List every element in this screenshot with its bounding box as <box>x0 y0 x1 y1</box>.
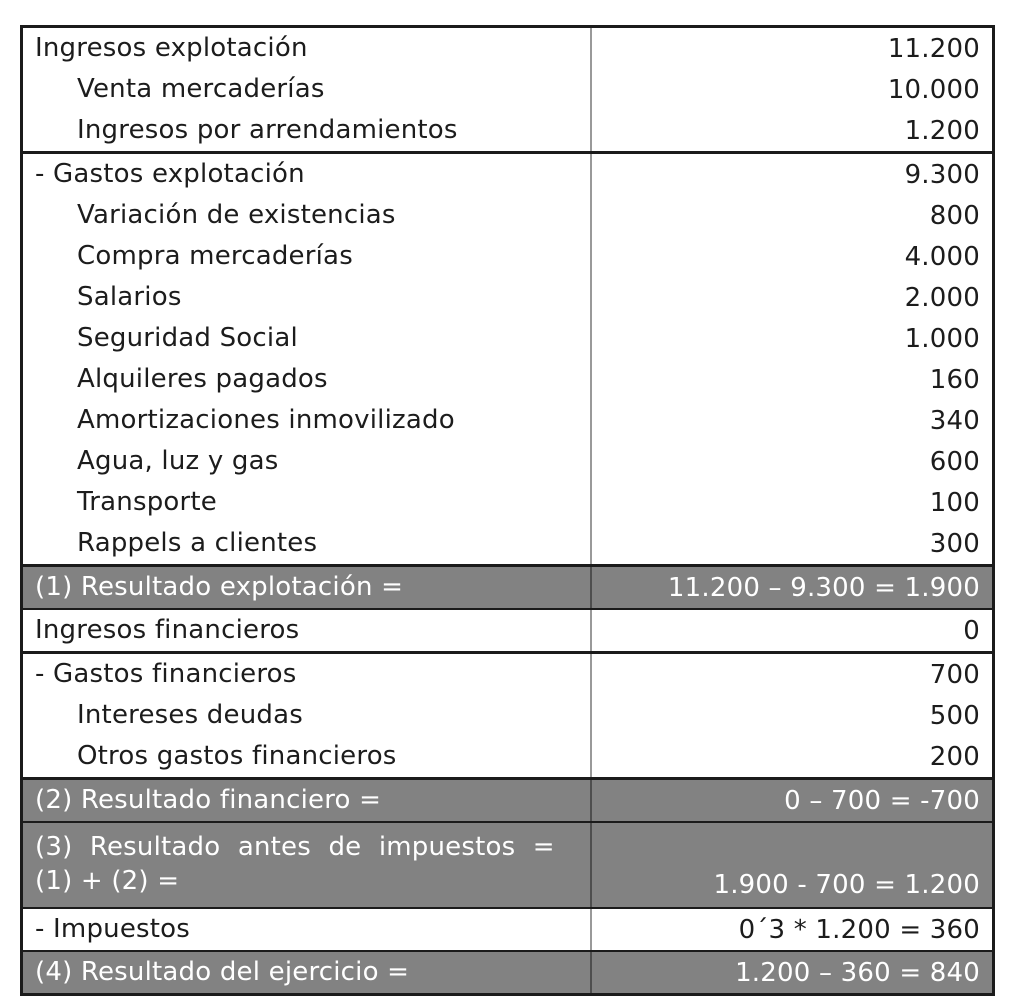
row-value: 600 <box>590 441 992 482</box>
row-label: Rappels a clientes <box>77 527 318 558</box>
row-value: 9.300 <box>590 154 992 195</box>
table-row <box>23 318 992 359</box>
row-label-cell <box>23 610 590 651</box>
row-label-cell <box>23 154 590 195</box>
row-label: Amortizaciones inmovilizado <box>77 404 455 435</box>
row-label-cell <box>23 523 590 564</box>
row-label-cell <box>23 909 590 950</box>
table-row <box>23 441 992 482</box>
row-label: Ingresos por arrendamientos <box>77 114 458 145</box>
row-label-cell <box>23 69 590 110</box>
row-label-cell <box>23 780 590 821</box>
row-label-cell <box>23 359 590 400</box>
table-row <box>23 736 992 777</box>
row-label-cell <box>23 482 590 523</box>
row-label-cell <box>23 236 590 277</box>
row-label: Transporte <box>77 486 217 517</box>
row-label: - Impuestos <box>35 913 191 944</box>
income-statement-table <box>20 25 995 996</box>
row-value: 1.000 <box>590 318 992 359</box>
result-row <box>23 564 992 608</box>
row-label: (1) Resultado explotación = <box>35 571 404 602</box>
row-label-cell <box>23 195 590 236</box>
row-label: (4) Resultado del ejercicio = <box>35 956 410 987</box>
row-label: Otros gastos financieros <box>77 740 397 771</box>
table-row <box>23 482 992 523</box>
row-label: Compra mercaderías <box>77 240 353 271</box>
table-row <box>23 195 992 236</box>
row-label: Alquileres pagados <box>77 363 328 394</box>
table-row <box>23 695 992 736</box>
row-label-cell <box>23 441 590 482</box>
row-label-cell <box>23 695 590 736</box>
row-value: 340 <box>590 400 992 441</box>
row-label-cell <box>23 110 590 151</box>
row-value: 4.000 <box>590 236 992 277</box>
row-label: Ingresos financieros <box>35 614 300 645</box>
row-value: 11.200 – 9.300 = 1.900 <box>590 567 992 608</box>
row-label: Ingresos explotación <box>35 32 308 63</box>
row-value: 1.200 <box>590 110 992 151</box>
row-value: 1.900 - 700 = 1.200 <box>590 823 992 907</box>
row-label: (2) Resultado financiero = <box>35 784 382 815</box>
row-value: 2.000 <box>590 277 992 318</box>
row-value: 100 <box>590 482 992 523</box>
result-row <box>23 777 992 821</box>
table-row <box>23 400 992 441</box>
row-label-cell <box>23 277 590 318</box>
row-label: Agua, luz y gas <box>77 445 279 476</box>
row-value: 0 <box>590 610 992 651</box>
table-row <box>23 69 992 110</box>
row-value: 160 <box>590 359 992 400</box>
row-value: 200 <box>590 736 992 777</box>
row-label: - Gastos explotación <box>35 158 305 189</box>
table-row <box>23 608 992 651</box>
row-value: 11.200 <box>590 28 992 69</box>
row-value: 800 <box>590 195 992 236</box>
row-label-cell <box>23 28 590 69</box>
table-row <box>23 28 992 69</box>
row-value: 500 <box>590 695 992 736</box>
row-label: (3) Resultado antes de impuestos = <box>35 832 555 863</box>
row-label-cell <box>23 318 590 359</box>
row-label: Salarios <box>77 281 182 312</box>
row-value: 0´3 * 1.200 = 360 <box>590 909 992 950</box>
row-label: Variación de existencias <box>77 199 396 230</box>
row-value: 10.000 <box>590 69 992 110</box>
table-row <box>23 151 992 195</box>
result-row <box>23 950 992 993</box>
row-label: Intereses deudas <box>77 699 303 730</box>
row-label-cell <box>23 400 590 441</box>
row-label: Venta mercaderías <box>77 73 325 104</box>
table-row <box>23 359 992 400</box>
row-label-cell <box>23 736 590 777</box>
table-row <box>23 907 992 950</box>
row-value: 1.200 – 360 = 840 <box>590 952 992 993</box>
table-row <box>23 110 992 151</box>
row-value: 300 <box>590 523 992 564</box>
row-label-cell <box>23 823 590 907</box>
result-row <box>23 821 992 907</box>
row-label-cell <box>23 567 590 608</box>
row-label: - Gastos financieros <box>35 658 297 689</box>
table-row <box>23 277 992 318</box>
row-label-cell <box>23 654 590 695</box>
row-label: Seguridad Social <box>77 322 298 353</box>
table-row <box>23 651 992 695</box>
row-label-line2: (1) + (2) = <box>35 866 180 896</box>
row-value: 0 – 700 = -700 <box>590 780 992 821</box>
row-value: 700 <box>590 654 992 695</box>
row-label-cell <box>23 952 590 993</box>
table-row <box>23 236 992 277</box>
table-row <box>23 523 992 564</box>
